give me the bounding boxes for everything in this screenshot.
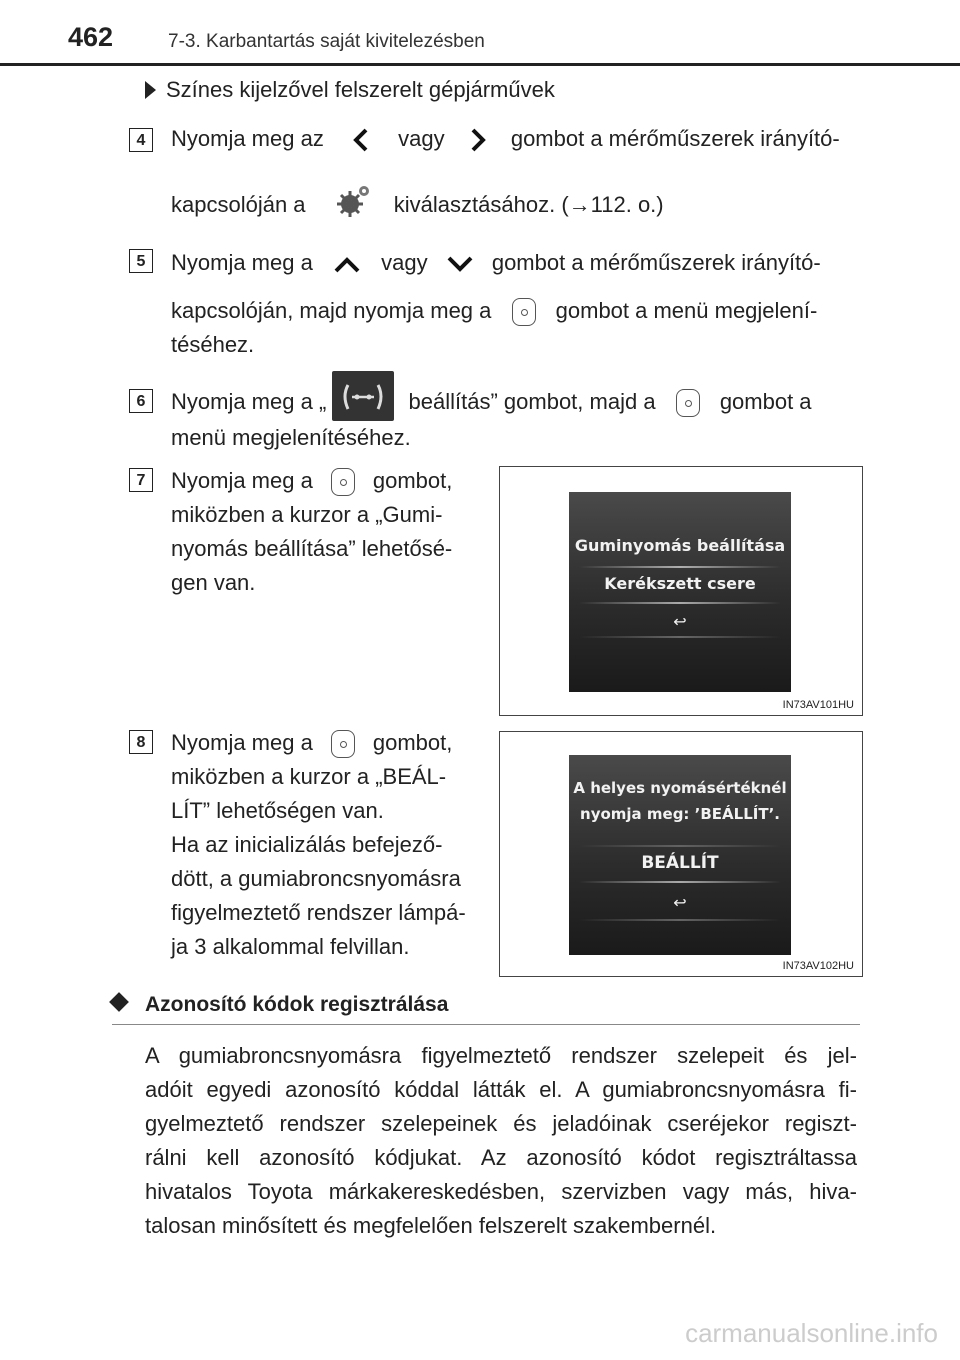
step-number-6: 6 [129,389,153,413]
screen-divider [579,566,781,568]
step-4-line-1: Nyomja meg az vagy gombot a mérőműszerek irányító- [171,122,857,156]
step-5-line-3: téséhez. [171,332,255,357]
screenshot-tire-pressure-menu [499,466,863,716]
section-title: 7-3. Karbantartás saját kivitelezésben [168,31,485,52]
step-8-line-3: LÍT” lehetőségen van. [171,798,384,823]
screen-divider [579,845,781,847]
step-6-line-1: Nyomja meg a „ beállítás” gombot, majd a gombot a [171,385,857,421]
screen-instruction-line-1: A helyes nyomásértéknél [573,779,787,797]
step-7-line-1: Nyomja meg a gombot, [171,464,477,498]
step-number-4: 4 [129,128,153,152]
section-heading: Azonosító kódok regisztrálása [145,993,449,1016]
step-8-line-6: figyelmeztető rendszer lámpá- [171,900,466,925]
back-icon: ↩ [673,612,687,631]
back-icon: ↩ [673,893,687,912]
body-line: rálni kell azonosító kódjukat. Az azonosító kódot regisztráltassa [145,1145,857,1170]
body-line: gyelmeztető rendszer szelepeinek és jeladóinak cseréjekor regiszt- [145,1111,857,1136]
chevron-down-icon [446,254,474,274]
step-number-8: 8 [129,730,153,754]
screen-option-selected: BEÁLLÍT [641,853,719,873]
step-8-line-5: dött, a gumiabroncsnyomásra [171,866,461,891]
section-body [145,1039,857,1243]
body-line: talosan minősített és megfelelően felszerelt szakembernél. [145,1213,717,1238]
chevron-up-icon [333,254,361,274]
step-number-7: 7 [129,468,153,492]
screen-divider [579,636,781,638]
ok-button-icon [331,730,355,758]
watermark: carmanualsonline.info [685,1318,938,1348]
screen-instruction-line-2: nyomja meg: ’BEÁLLÍT’. [580,805,780,823]
ok-button-icon [676,389,700,417]
screen-divider [579,602,781,604]
step-7-text [171,464,477,600]
step-5-line-2: kapcsolóján, majd nyomja meg a gombot a menü megjelení- [171,294,857,328]
bullet-heading: Színes kijelzővel felszerelt gépjárművek [145,77,555,103]
body-line: A gumiabroncsnyomásra figyelmeztető rendszer szelepeit és jel- [145,1043,857,1068]
step-4-line-2: kapcsolóján a kiválasztásához. (→112. o.) [171,188,857,222]
ok-button-icon [331,468,355,496]
step-8-line-4: Ha az inicializálás befejező- [171,832,443,857]
step-7-line-4: gen van. [171,570,256,595]
settings-gear-icon [334,182,374,220]
screen-title: Guminyomás beállítása [574,536,786,555]
display-screen [569,492,791,692]
step-8-line-1: Nyomja meg a gombot, [171,726,477,760]
header-rule [0,63,960,66]
body-line: adóit egyedi azonosító kóddal látták el. A gumiabroncsnyomásra fi- [145,1077,857,1102]
step-6-line-2: menü megjelenítéséhez. [171,425,411,450]
tire-pressure-icon [332,371,394,421]
step-7-line-3: nyomás beállítása” lehetősé- [171,536,453,561]
step-8-line-7: ja 3 alkalommal felvillan. [171,934,410,959]
image-caption: IN73AV102HU [782,960,854,972]
screenshot-set-confirm [499,731,863,977]
triangle-bullet-icon [145,81,156,99]
step-7-line-2: miközben a kurzor a „Gumi- [171,502,443,527]
step-number-5: 5 [129,249,153,273]
section-rule [112,1024,860,1025]
ok-button-icon [512,298,536,326]
page-number: 462 [68,22,114,52]
screen-option-selected: Kerékszett csere [604,574,756,593]
screen-divider [579,881,781,883]
chevron-right-icon [465,127,491,153]
image-caption: IN73AV101HU [782,699,854,711]
body-line: hivatalos Toyota márkakereskedésben, szervizben vagy más, hiva- [145,1179,857,1204]
screen-divider [579,919,781,921]
display-screen [569,755,791,955]
step-8-line-2: miközben a kurzor a „BEÁL- [171,764,447,789]
diamond-bullet-icon [109,992,129,1012]
step-5-line-1: Nyomja meg a vagy gombot a mérőműszerek irányító- [171,250,821,275]
chevron-left-icon [348,127,374,153]
step-8-text [171,726,477,964]
